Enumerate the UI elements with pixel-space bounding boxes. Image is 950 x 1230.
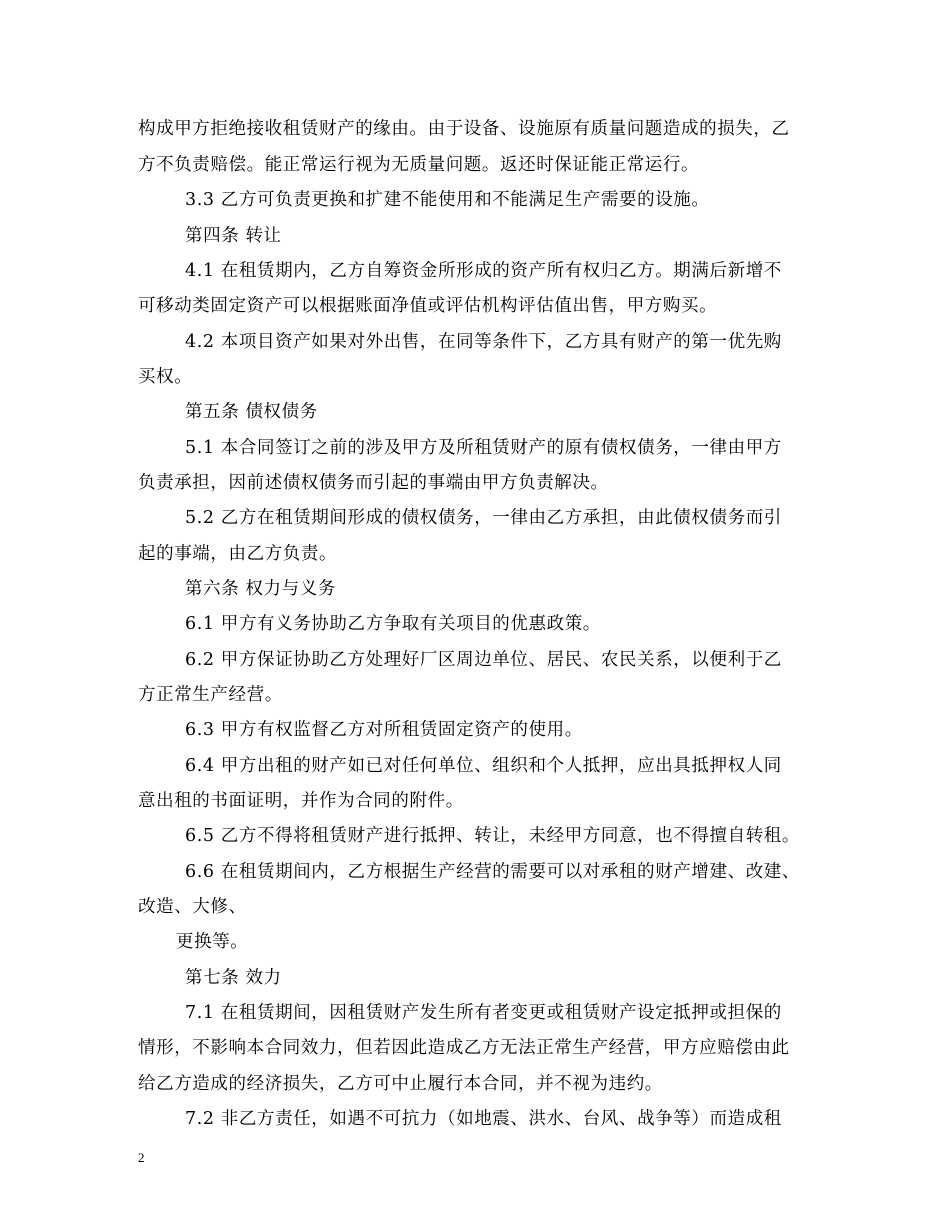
clause-6-1: 6.1 甲方有义务协助乙方争取有关项目的优惠政策。 <box>185 614 601 634</box>
text-line-13: 起的事端，由乙方负责。 <box>138 544 338 564</box>
text-line-8: 买权。 <box>138 367 193 387</box>
article-6-heading: 第六条 权力与义务 <box>185 579 336 599</box>
clause-6-5: 6.5 乙方不得将租赁财产进行抵押、转让，未经甲方同意，也不得擅自转租。 <box>185 826 800 846</box>
clause-5-2: 5.2 乙方在租赁期间形成的债权债务，一律由乙方承担，由此债权债务而引 <box>185 508 782 528</box>
article-5-heading: 第五条 债权债务 <box>185 402 318 422</box>
clause-7-1: 7.1 在租赁期间，因租赁财产发生所有者变更或租赁财产设定抵押或担保的 <box>185 1003 782 1023</box>
clause-6-2: 6.2 甲方保证协助乙方处理好厂区周边单位、居民、农民关系，以便利于乙 <box>185 650 782 670</box>
text-line-24: 更换等。 <box>176 932 249 952</box>
text-line-23: 改造、大修、 <box>138 897 247 917</box>
text-line-1: 构成甲方拒绝接收租赁财产的缘由。由于设备、设施原有质量问题造成的损失，乙 <box>138 119 790 139</box>
text-line-28: 给乙方造成的经济损失，乙方可中止履行本合同，并不视为违约。 <box>138 1074 663 1094</box>
page-number: 2 <box>138 1150 145 1165</box>
clause-4-2: 4.2 本项目资产如果对外出售，在同等条件下，乙方具有财产的第一优先购 <box>185 332 782 352</box>
clause-3-3: 3.3 乙方可负责更换和扩建不能使用和不能满足生产需要的设施。 <box>185 190 710 210</box>
clause-5-1: 5.1 本合同签订之前的涉及甲方及所租赁财产的原有债权债务，一律由甲方 <box>185 438 782 458</box>
text-line-27: 情形，不影响本合同效力，但若因此造成乙方无法正常生产经营，甲方应赔偿由此 <box>138 1038 790 1058</box>
article-7-heading: 第七条 效力 <box>185 968 282 988</box>
clause-6-4: 6.4 甲方出租的财产如已对任何单位、组织和个人抵押，应出具抵押权人同 <box>185 756 782 776</box>
article-4-heading: 第四条 转让 <box>185 226 282 246</box>
text-line-11: 负责承担，因前述债权债务而引起的事端由甲方负责解决。 <box>138 473 609 493</box>
text-line-2: 方不负责赔偿。能正常运行视为无质量问题。返还时保证能正常运行。 <box>138 155 700 175</box>
clause-6-3: 6.3 甲方有权监督乙方对所租赁固定资产的使用。 <box>185 720 583 740</box>
text-line-6: 可移动类固定资产可以根据账面净值或评估机构评估值出售，甲方购买。 <box>138 296 718 316</box>
clause-4-1: 4.1 在租赁期内，乙方自筹资金所形成的资产所有权归乙方。期满后新增不 <box>185 261 782 281</box>
text-line-20: 意出租的书面证明，并作为合同的附件。 <box>138 791 464 811</box>
clause-7-2: 7.2 非乙方责任，如遇不可抗力（如地震、洪水、台风、战争等）而造成租 <box>185 1109 782 1129</box>
text-line-17: 方正常生产经营。 <box>138 685 283 705</box>
clause-6-6: 6.6 在租赁期间内，乙方根据生产经营的需要可以对承租的财产增建、改建、 <box>185 862 800 882</box>
